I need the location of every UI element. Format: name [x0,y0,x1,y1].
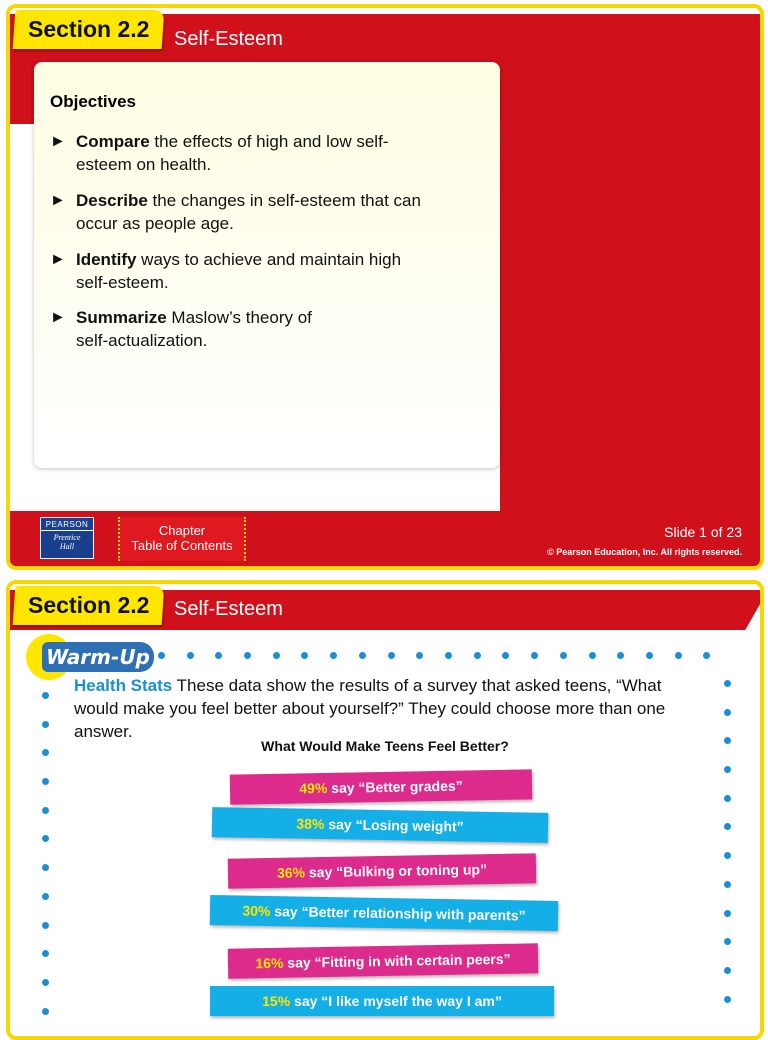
toc-label: Table of Contents [131,538,233,553]
objectives-box [34,62,500,468]
objective-text-cont: occur as people age. [76,214,234,233]
dot-decoration [42,692,49,699]
dot-decoration [215,652,222,659]
section-tab [13,10,165,49]
logo-text: PEARSON [41,520,93,531]
stat-percent: 49% [299,779,328,797]
dot-decoration [42,922,49,929]
dot-decoration [617,652,624,659]
dot-decoration [42,778,49,785]
stat-banner [230,769,532,804]
triangle-right-icon: ► [50,133,66,150]
dot-decoration [42,1008,49,1015]
objective-verb: Summarize [76,308,167,327]
objective-text-cont: self-actualization. [76,331,208,350]
stat-banner [210,986,554,1016]
dot-decoration [187,652,194,659]
dot-decoration [724,996,731,1003]
objective-text-cont: self-esteem. [76,273,169,292]
logo-text: Prentice [53,533,81,542]
stat-text: say “Better relationship with parents” [270,903,526,924]
dot-decoration [703,652,710,659]
slide-number: Slide 1 of 23 [664,524,742,540]
objective-text-cont: esteem on health. [76,155,212,174]
stat-percent: 30% [242,902,271,920]
section-title: Self-Esteem [174,598,283,620]
triangle-right-icon: ► [50,192,66,209]
stat-percent: 15% [262,993,291,1009]
warm-up-label: Warm-Up [42,642,154,672]
dot-decoration [42,835,49,842]
objective-item [50,248,496,294]
section-label: Section 2.2 [28,16,150,42]
stat-text: say “Better grades” [327,777,463,796]
stat-banner [210,895,558,931]
intro-text [74,674,702,743]
dot-decoration [42,864,49,871]
stat-banner [212,807,548,843]
intro-body: These data show the results of a survey that asked teens, “What would make you feel better about yourself?” They could choose more than one answer. [74,676,666,741]
stat-text: say “Losing weight” [324,816,464,835]
dot-decoration [359,652,366,659]
dot-decoration [724,938,731,945]
objective-item [50,189,496,235]
objective-text: Maslow’s theory of [166,308,312,327]
dot-decoration [646,652,653,659]
stat-percent: 38% [296,815,325,833]
dot-decoration [42,950,49,957]
copyright-notice: © Pearson Education, Inc. All rights reserved. [547,547,742,557]
pearson-logo[interactable] [40,517,94,559]
objective-text: ways to achieve and maintain high [136,250,402,269]
dot-decoration [388,652,395,659]
objective-text: the effects of high and low self- [149,132,389,151]
dot-decoration [445,652,452,659]
objective-text: the changes in self-esteem that can [147,191,421,210]
dot-decoration [675,652,682,659]
dot-decoration [273,652,280,659]
slide-2 [6,580,764,1040]
dot-decoration [42,807,49,814]
dot-decoration [724,680,731,687]
stat-text: say “Bulking or toning up” [304,861,488,881]
dot-decoration [724,910,731,917]
dot-decoration [724,795,731,802]
stats-title: What Would Make Teens Feel Better? [261,738,509,754]
objective-item [50,130,496,176]
health-stats-label: Health Stats [74,676,173,695]
objective-verb: Compare [76,132,150,151]
slide-1 [6,4,764,570]
dot-decoration [724,967,731,974]
stat-percent: 36% [276,864,306,881]
dot-decoration [42,721,49,728]
dot-decoration [416,652,423,659]
stat-banner [228,943,538,978]
stat-text: say “Fitting in with certain peers” [283,950,511,971]
logo-text: Hall [59,542,75,551]
dot-decoration [724,881,731,888]
dot-decoration [724,823,731,830]
warm-up-badge [24,636,150,676]
dot-decoration [301,652,308,659]
dot-decoration [330,652,337,659]
dot-decoration [158,652,165,659]
dot-decoration [244,652,251,659]
dot-decoration [724,852,731,859]
dot-decoration [724,766,731,773]
dot-decoration [42,893,49,900]
dot-decoration [474,652,481,659]
dot-decoration [589,652,596,659]
section-tab [13,586,165,625]
chapter-toc-button[interactable] [118,517,246,561]
section-label: Section 2.2 [28,592,150,618]
objectives-heading: Objectives [50,92,136,111]
dot-decoration [42,979,49,986]
dot-decoration [724,709,731,716]
stat-percent: 16% [255,954,284,972]
toc-label: Chapter [158,523,206,538]
stat-banner [228,853,536,888]
triangle-right-icon: ► [50,251,66,268]
section-title: Self-Esteem [174,28,283,50]
dot-decoration [502,652,509,659]
objective-verb: Describe [76,191,148,210]
objective-item [50,306,496,352]
objective-verb: Identify [76,250,137,269]
dot-decoration [560,652,567,659]
stat-text: say “I like myself the way I am” [290,993,502,1009]
dot-decoration [531,652,538,659]
triangle-right-icon: ► [50,309,66,326]
